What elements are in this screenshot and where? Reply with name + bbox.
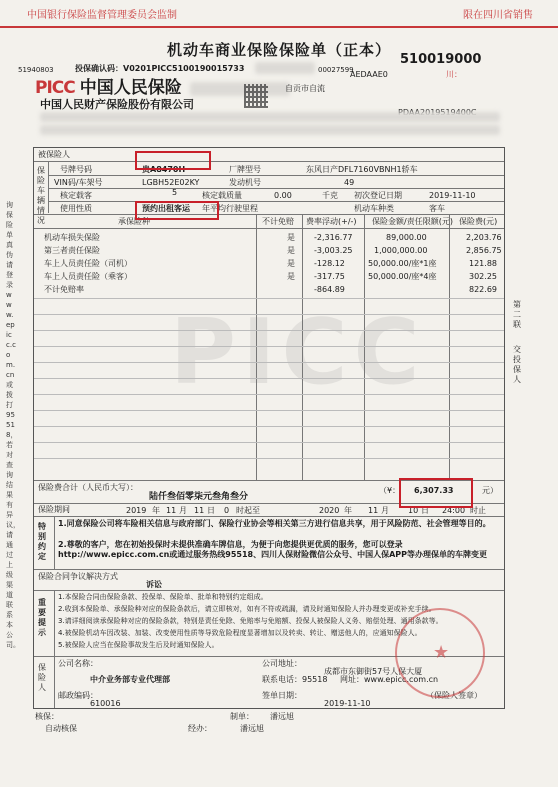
coverage-float: -3,003.25 bbox=[314, 246, 353, 255]
unit-day: 日 bbox=[421, 506, 429, 515]
use-highlight bbox=[135, 201, 219, 220]
period-from-hour: 0 bbox=[224, 506, 230, 515]
first-reg-label: 初次登记日期 bbox=[354, 191, 402, 200]
redaction bbox=[255, 62, 315, 74]
period-to-month: 11 bbox=[368, 506, 379, 515]
handler-value: 潘远旭 bbox=[240, 724, 264, 733]
total-amount: 6,307.33 bbox=[414, 486, 454, 495]
type-value: 客车 bbox=[429, 204, 445, 213]
coverage-premium: 121.88 bbox=[469, 259, 497, 268]
document-title: 机动车商业保险保险单（正本） bbox=[166, 41, 391, 59]
capacity-value: 0.00 bbox=[274, 191, 292, 200]
total-highlight bbox=[399, 478, 473, 508]
notice-side-label: 重要提示 bbox=[38, 598, 46, 637]
picc-logo-text: PICC bbox=[35, 78, 75, 98]
special-text-2: 2.尊敬的客户，您在初始投保时未提供准确车牌信息，为便于向您提供更优质的服务，您可以登录http://www.epicc.com.cn或通过服务热线95518、四川人保财险微信公众号、中国人保APP等办理保单的车牌变更 bbox=[58, 540, 488, 559]
plate-highlight bbox=[135, 151, 211, 170]
total-unit: 元） bbox=[482, 486, 498, 495]
coverage-deductible: 是 bbox=[287, 246, 295, 255]
website: 网址：www.epicc.com.cn bbox=[340, 675, 439, 684]
logo-chinese: 中国人民保险 bbox=[79, 78, 182, 98]
period-to-text: 时止 bbox=[470, 506, 486, 515]
redaction bbox=[40, 112, 500, 122]
document-header bbox=[0, 0, 558, 28]
issuer-value: 潘远旭 bbox=[270, 712, 294, 721]
insured-label: 被保险人 bbox=[38, 150, 70, 159]
coverage-premium: 302.25 bbox=[469, 272, 497, 281]
sign-date-value: 2019-11-10 bbox=[324, 699, 371, 708]
coverage-float: -128.12 bbox=[314, 259, 345, 268]
use-value: 预约出租客运 bbox=[142, 204, 190, 213]
side-note-left: 询保险单真伪请登录www.epicc.com.cn或拨打95518，若对查询结果有异议，请通过上级渠道联系本公司。 bbox=[6, 201, 20, 649]
engine-value: 49 bbox=[344, 178, 355, 187]
insurer-name: 中介业务部专业代理部 bbox=[90, 675, 170, 684]
region-label: 限在四川省销售 bbox=[463, 10, 533, 21]
location: 自贡市自流 bbox=[285, 84, 325, 93]
confirm-code: 投保确认码：V0201PICC5100190015733 bbox=[75, 64, 245, 73]
period-from-month: 11 bbox=[166, 506, 177, 515]
unit-month: 月 bbox=[179, 506, 187, 515]
engine-label: 发动机号 bbox=[229, 178, 261, 187]
tail-code: 00027599 bbox=[318, 66, 354, 74]
vin-label: VIN码/车架号 bbox=[54, 178, 103, 187]
phone-label: 联系电话： bbox=[262, 675, 302, 684]
coverage-name: 机动车损失保险 bbox=[44, 233, 100, 242]
col-header-deductible: 不计免赔 bbox=[262, 217, 294, 226]
coverage-premium: 822.69 bbox=[469, 285, 497, 294]
period-label: 保险期间 bbox=[38, 505, 70, 514]
coverage-name: 车上人员责任险（司机） bbox=[44, 259, 132, 268]
first-reg-value: 2019-11-10 bbox=[429, 191, 476, 200]
underwrite-label: 核保： bbox=[35, 712, 59, 721]
notice-item: 3.请详细阅读承保险种对应的保险条款，特别是责任免除、免赔率与免赔额、投保人被保险人义务、赔偿处理、通用条款等。 bbox=[58, 617, 443, 625]
mileage-label: 年平均行驶里程 bbox=[202, 204, 258, 213]
vehicle-side-label: 保险车辆情况 bbox=[37, 166, 45, 225]
period-from-year: 2019 bbox=[126, 506, 147, 515]
plate-value: 贵A8470H bbox=[142, 165, 186, 174]
dispute-label: 保险合同争议解决方式 bbox=[38, 572, 118, 581]
period-to-year: 2020 bbox=[319, 506, 340, 515]
unit-year: 年 bbox=[344, 506, 352, 515]
redaction bbox=[190, 82, 290, 96]
doc-prefix: 川： bbox=[446, 70, 462, 79]
regulator-label: 中国银行保险监督管理委员会监制 bbox=[27, 10, 177, 21]
coverage-amount: 1,000,000.00 bbox=[374, 246, 428, 255]
coverage-deductible: 是 bbox=[287, 259, 295, 268]
serial-left: 51940803 bbox=[18, 66, 54, 74]
address-label: 公司地址： bbox=[262, 659, 302, 668]
dispute-value: 诉讼 bbox=[146, 580, 162, 589]
insurer-side-label: 保险人 bbox=[38, 663, 46, 692]
coverage-premium: 2,856.75 bbox=[466, 246, 502, 255]
capacity-label: 核定载质量 bbox=[202, 191, 242, 200]
unit-day: 日 bbox=[207, 506, 215, 515]
notice-item: 2.收到本保险单、承保险种对应的保险条款后，请立即核对，如有不符或疏漏，请及时通知保险人并办理变更或补充手续。 bbox=[58, 605, 436, 613]
postcode-label: 邮政编码： bbox=[58, 691, 98, 700]
qr-code bbox=[244, 84, 268, 108]
col-header-coverage: 承保险种 bbox=[118, 217, 150, 226]
notice-item: 1.本保险合同由保险条款、投保单、保险单、批单和特别约定组成。 bbox=[58, 593, 268, 601]
company-seal: ★ bbox=[395, 608, 485, 698]
vin-value: LGBH52E02KY bbox=[142, 178, 200, 187]
col-header-premium: 保险费(元) bbox=[459, 217, 498, 226]
address-value: 成都市东御街57号人保大厦 bbox=[324, 667, 423, 676]
period-from-text: 时起至 bbox=[236, 506, 260, 515]
notice-item: 5.被保险人应当在保险事故发生后及时通知保险人。 bbox=[58, 641, 219, 649]
company-logo bbox=[35, 73, 182, 98]
period-to-hour: 24:00 bbox=[442, 506, 466, 515]
handler-label: 经办： bbox=[188, 724, 212, 733]
redaction bbox=[40, 125, 500, 135]
coverage-float: -2,316.77 bbox=[314, 233, 353, 242]
unit-month: 月 bbox=[381, 506, 389, 515]
coverage-deductible: 是 bbox=[287, 233, 295, 242]
coverage-amount: 50,000.00/座*1座 bbox=[368, 259, 437, 268]
plate-label: 号牌号码 bbox=[60, 165, 92, 174]
seats-label: 核定载客 bbox=[60, 191, 92, 200]
phone-value: 95518 bbox=[302, 675, 328, 684]
underwrite-value: 自动核保 bbox=[45, 724, 77, 733]
coverage-name: 车上人员责任险（乘客） bbox=[44, 272, 132, 281]
watermark: PICC bbox=[170, 300, 426, 405]
period-from-day: 11 bbox=[194, 506, 205, 515]
model-label: 厂牌型号 bbox=[229, 165, 261, 174]
company-full-name: 中国人民财产保险股份有限公司 bbox=[40, 98, 194, 111]
issuer-label: 制单： bbox=[230, 712, 254, 721]
unit-year: 年 bbox=[152, 506, 160, 515]
insurer-name-label: 公司名称： bbox=[58, 659, 98, 668]
side-copy-label: 第二联 bbox=[513, 300, 521, 329]
sign-date-label: 签单日期： bbox=[262, 691, 302, 700]
seats-value: 5 bbox=[172, 188, 178, 197]
notice-item: 4.被保险机动车因改装、加装、改变使用性质等导致危险程度显著增加以及转卖、转让、赠送他人的，应通知保险人。 bbox=[58, 629, 422, 637]
col-header-float: 费率浮动(+/-) bbox=[306, 217, 357, 226]
model-value: 东风日产DFL7160VBNH1轿车 bbox=[306, 165, 418, 174]
coverage-deductible: 是 bbox=[287, 272, 295, 281]
coverage-premium: 2,203.76 bbox=[466, 233, 502, 242]
period-to-day: 10 bbox=[408, 506, 419, 515]
kg-unit: 千克 bbox=[322, 191, 338, 200]
doc-number: 510019000 bbox=[400, 52, 482, 67]
postcode-value: 610016 bbox=[90, 699, 121, 708]
coverage-name: 第三者责任保险 bbox=[44, 246, 100, 255]
right-code: AEDAAE0 bbox=[350, 70, 388, 79]
use-label: 使用性质 bbox=[60, 204, 92, 213]
coverage-name: 不计免赔率 bbox=[44, 285, 84, 294]
total-chinese: 陆仟叁佰零柒元叁角叁分 bbox=[149, 492, 249, 502]
total-label: 保险费合计（人民币大写）： bbox=[38, 483, 138, 492]
coverage-amount: 50,000.00/座*4座 bbox=[368, 272, 437, 281]
coverage-float: -864.89 bbox=[314, 285, 345, 294]
special-side-label: 特别约定 bbox=[38, 522, 46, 561]
stamp-note: （保险人签章） bbox=[426, 691, 482, 700]
coverage-amount: 89,000.00 bbox=[386, 233, 427, 242]
coverage-float: -317.75 bbox=[314, 272, 345, 281]
total-symbol: （¥： bbox=[379, 486, 401, 495]
side-purpose-label: 交投保人 bbox=[513, 345, 521, 384]
special-text-1: 1.同意保险公司将车险相关信息与政府部门、保险行业协会等相关第三方进行信息共享，用于风险防范、社会管理等目的。 bbox=[58, 519, 491, 528]
type-label: 机动车种类 bbox=[354, 204, 394, 213]
col-header-amount: 保险金额/责任限额(元) bbox=[372, 217, 453, 226]
